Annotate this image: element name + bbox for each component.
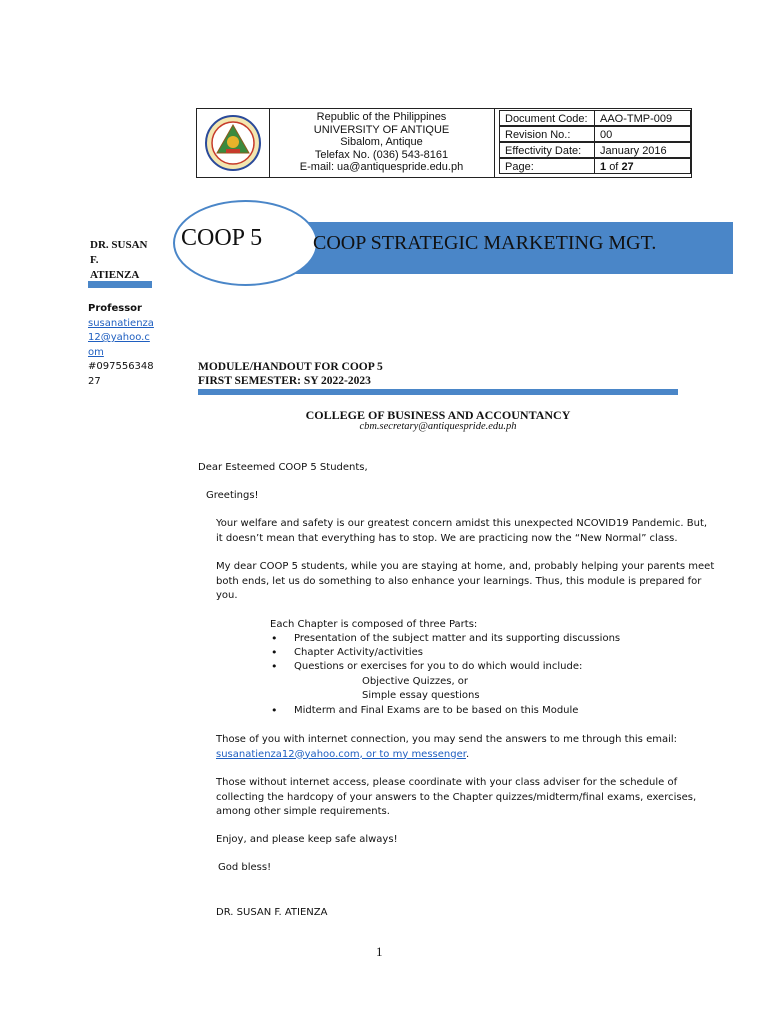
paragraph-no-internet — [216, 776, 696, 820]
chapter-intro: Each Chapter is composed of three Parts: — [270, 619, 478, 630]
university-seal-icon — [197, 109, 269, 177]
module-semester: FIRST SEMESTER: SY 2022-2023 — [198, 375, 371, 387]
paragraph-internet — [216, 733, 677, 762]
author-phone: #097556348 — [88, 361, 154, 372]
author-name-line: ATIENZA — [90, 269, 140, 281]
address-line: UNIVERSITY OF ANTIQUE — [313, 123, 450, 136]
sub-item: Objective Quizzes, or — [362, 676, 469, 687]
paragraph-line: My dear COOP 5 students, while you are staying at home, and, probably helping your parents meet — [216, 561, 715, 572]
course-code: COOP 5 — [181, 225, 263, 251]
email-line: om — [88, 346, 104, 358]
meta-label: Effectivity Date: — [499, 142, 595, 158]
author-name — [90, 238, 147, 283]
address-line: Republic of the Philippines — [316, 111, 447, 123]
university-address-block — [269, 109, 495, 177]
paragraph-line: Your welfare and safety is our greatest concern amidst this unexpected NCOVID19 Pandemic. But, — [216, 518, 708, 529]
module-line: MODULE/HANDOUT FOR COOP 5 — [198, 361, 383, 373]
meta-value — [595, 158, 691, 174]
address-line: Telefax No. (036) 543-8161 — [314, 148, 449, 161]
email-line: 12@yahoo.c — [88, 332, 150, 343]
bullet-item: • Midterm and Final Exams are to be based on this Module — [294, 704, 578, 719]
meta-label: Revision No.: — [499, 126, 595, 142]
paragraph-welfare — [216, 517, 707, 546]
paragraph-line: it doesn’t mean that everything has to stop. We are practicing now the “New Normal” class. — [216, 532, 678, 544]
course-title: COOP STRATEGIC MARKETING MGT. — [313, 232, 657, 254]
college-email: cbm.secretary@antiquespride.edu.ph — [359, 421, 517, 432]
sub-item: Simple essay questions — [362, 690, 480, 701]
signature: DR. SUSAN F. ATIENZA — [216, 907, 328, 918]
author-name-line: DR. SUSAN — [90, 239, 148, 251]
document-header-table — [196, 108, 692, 178]
paragraph-line: collecting the hardcopy of your answers to the Chapter quizzes/midterm/final exams, exercises, — [216, 791, 697, 803]
bullet-item: • Presentation of the subject matter and its supporting discussions — [294, 632, 620, 647]
meta-row-document-code — [499, 110, 691, 127]
closing-enjoy: Enjoy, and please keep safe always! — [216, 834, 398, 845]
paragraph-line — [216, 748, 677, 763]
meta-value: 00 — [595, 126, 691, 142]
submission-email-link[interactable]: susanatienza12@yahoo.com, or to my messenger — [216, 748, 466, 760]
paragraph-line: you. — [216, 590, 238, 601]
page-number: 1 — [376, 944, 383, 959]
module-heading — [198, 360, 383, 388]
email-line: susanatienza — [88, 317, 154, 329]
paragraph-module — [216, 560, 714, 604]
salutation: Dear Esteemed COOP 5 Students, — [198, 462, 368, 473]
address-line: Sibalom, Antique — [340, 136, 423, 149]
bullet-item: • Questions or exercises for you to do which would include: — [294, 660, 582, 675]
greeting: Greetings! — [206, 490, 259, 501]
meta-value: AAO-TMP-009 — [595, 110, 691, 126]
meta-row-page — [499, 158, 691, 175]
address-line: E-mail: ua@antiquespride.edu.ph — [299, 161, 464, 174]
meta-row-revision — [499, 126, 691, 143]
page-current: 1 — [600, 161, 607, 173]
meta-value: January 2016 — [595, 142, 691, 158]
college-name: COLLEGE OF BUSINESS AND ACCOUNTANCY — [305, 408, 571, 422]
university-seal-cell — [197, 109, 270, 177]
paragraph-line: Those of you with internet connection, you may send the answers to me through this email: — [216, 734, 678, 745]
author-phone: 27 — [88, 375, 101, 387]
meta-row-effectivity — [499, 142, 691, 159]
closing-bless: God bless! — [218, 862, 272, 873]
paragraph-line: both ends, let us do something to also enhance your learnings. Thus, this module is prepared for — [216, 575, 702, 587]
paragraph-line: Those without internet access, please coordinate with your class adviser for the schedule of — [216, 777, 678, 788]
author-email-link[interactable] — [88, 317, 154, 361]
page-of: of — [609, 161, 619, 173]
module-rule — [198, 389, 678, 395]
author-contact — [88, 302, 154, 389]
period: . — [465, 748, 470, 760]
bullet-item: • Chapter Activity/activities — [294, 646, 423, 661]
author-role: Professor — [88, 303, 142, 314]
meta-label: Page: — [499, 158, 595, 174]
author-name-line: F. — [90, 254, 99, 266]
paragraph-line: among other simple requirements. — [216, 806, 390, 817]
sidebar-divider — [88, 281, 152, 288]
page-total: 27 — [621, 161, 634, 173]
meta-label: Document Code: — [499, 110, 595, 126]
